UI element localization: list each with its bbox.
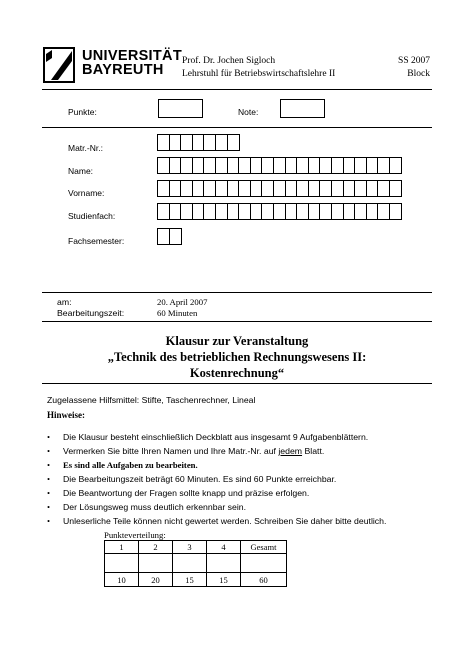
hint-item: Es sind alle Aufgaben zu bearbeiten.	[63, 460, 198, 470]
bullet-icon: •	[47, 516, 51, 526]
vorname-label: Vorname:	[68, 188, 105, 198]
table-header-cell: 1	[105, 541, 139, 554]
hint-item: Die Klausur besteht einschließlich Deckblatt aus insgesamt 9 Aufgabenblättern.	[63, 432, 369, 442]
grade-box[interactable]	[280, 99, 325, 118]
emphasis-word: jedem	[278, 446, 303, 456]
points-table-caption: Punkteverteilung:	[104, 530, 166, 540]
date-value: 20. April 2007	[157, 297, 208, 307]
points-label: Punkte:	[68, 107, 97, 117]
name-label: Name:	[68, 166, 94, 176]
hint-item: Die Beantwortung der Fragen sollte knapp und präzise erfolgen.	[63, 488, 310, 498]
fields-divider	[42, 292, 432, 293]
bullet-icon: •	[47, 446, 51, 456]
bullet-icon: •	[47, 474, 51, 484]
score-cell[interactable]	[207, 554, 241, 573]
fachsemester-field[interactable]	[157, 228, 182, 245]
max-points-cell: 15	[207, 573, 241, 587]
matr-label: Matr.-Nr.:	[68, 143, 103, 153]
hint-item: Unleserliche Teile können nicht gewertet werden. Schreiben Sie daher bitte deutlich.	[63, 516, 387, 526]
fachsemester-label: Fachsemester:	[68, 236, 125, 246]
exam-title-line1: Klausur zur Veranstaltung	[165, 334, 309, 348]
max-points-cell: 15	[173, 573, 207, 587]
name-field[interactable]	[157, 157, 402, 174]
bullet-icon: •	[47, 502, 51, 512]
university-name: UNIVERSITÄT BAYREUTH	[82, 48, 182, 78]
duration-label: Bearbeitungszeit:	[57, 308, 125, 318]
score-cell[interactable]	[105, 554, 139, 573]
hint-item: Die Bearbeitungszeit beträgt 60 Minuten. Es sind 60 Punkte erreichbar.	[63, 474, 337, 484]
vorname-field[interactable]	[157, 180, 402, 197]
table-header-cell: 3	[173, 541, 207, 554]
table-header-row	[105, 541, 287, 554]
grade-label: Note:	[238, 107, 259, 117]
bullet-icon: •	[47, 432, 51, 442]
max-points-cell: 60	[241, 573, 287, 587]
table-header-cell: 2	[139, 541, 173, 554]
exam-title-line3: Kostenrechnung“	[189, 366, 285, 380]
score-cell[interactable]	[241, 554, 287, 573]
grading-divider	[42, 127, 432, 128]
table-header-cell: 4	[207, 541, 241, 554]
block-label: Block	[407, 69, 430, 79]
chair-name: Lehrstuhl für Betriebswirtschaftslehre II	[182, 69, 336, 79]
university-logo-icon	[42, 46, 76, 84]
professor-name: Prof. Dr. Jochen Sigloch	[182, 56, 276, 66]
hint-item: Der Lösungsweg muss deutlich erkennbar sein.	[63, 502, 247, 512]
hint-item: Vermerken Sie bitte Ihren Namen und Ihre Matr.-Nr. auf jedem Blatt.	[63, 446, 325, 456]
info-divider	[42, 321, 432, 322]
semester: SS 2007	[398, 56, 430, 66]
studienfach-field[interactable]	[157, 203, 402, 220]
score-cell[interactable]	[139, 554, 173, 573]
title-divider	[42, 383, 432, 384]
duration-value: 60 Minuten	[157, 308, 198, 318]
date-label: am:	[57, 297, 72, 307]
table-max-row	[105, 573, 287, 587]
points-table	[104, 540, 287, 587]
semester-info	[398, 55, 430, 81]
matr-field[interactable]	[157, 134, 240, 151]
max-points-cell: 20	[139, 573, 173, 587]
chair-info	[182, 55, 335, 81]
hints-heading: Hinweise:	[47, 410, 85, 420]
bullet-icon: •	[47, 488, 51, 498]
allowed-aids: Zugelassene Hilfsmittel: Stifte, Taschenrechner, Lineal	[47, 395, 256, 405]
max-points-cell: 10	[105, 573, 139, 587]
bullet-icon: •	[47, 460, 51, 470]
score-cell[interactable]	[173, 554, 207, 573]
studienfach-label: Studienfach:	[68, 211, 116, 221]
table-score-row	[105, 554, 287, 573]
table-header-cell: Gesamt	[241, 541, 287, 554]
header-divider	[42, 89, 432, 90]
points-box[interactable]	[158, 99, 203, 118]
exam-title-line2: „Technik des betrieblichen Rechnungswesens II:	[107, 350, 367, 364]
